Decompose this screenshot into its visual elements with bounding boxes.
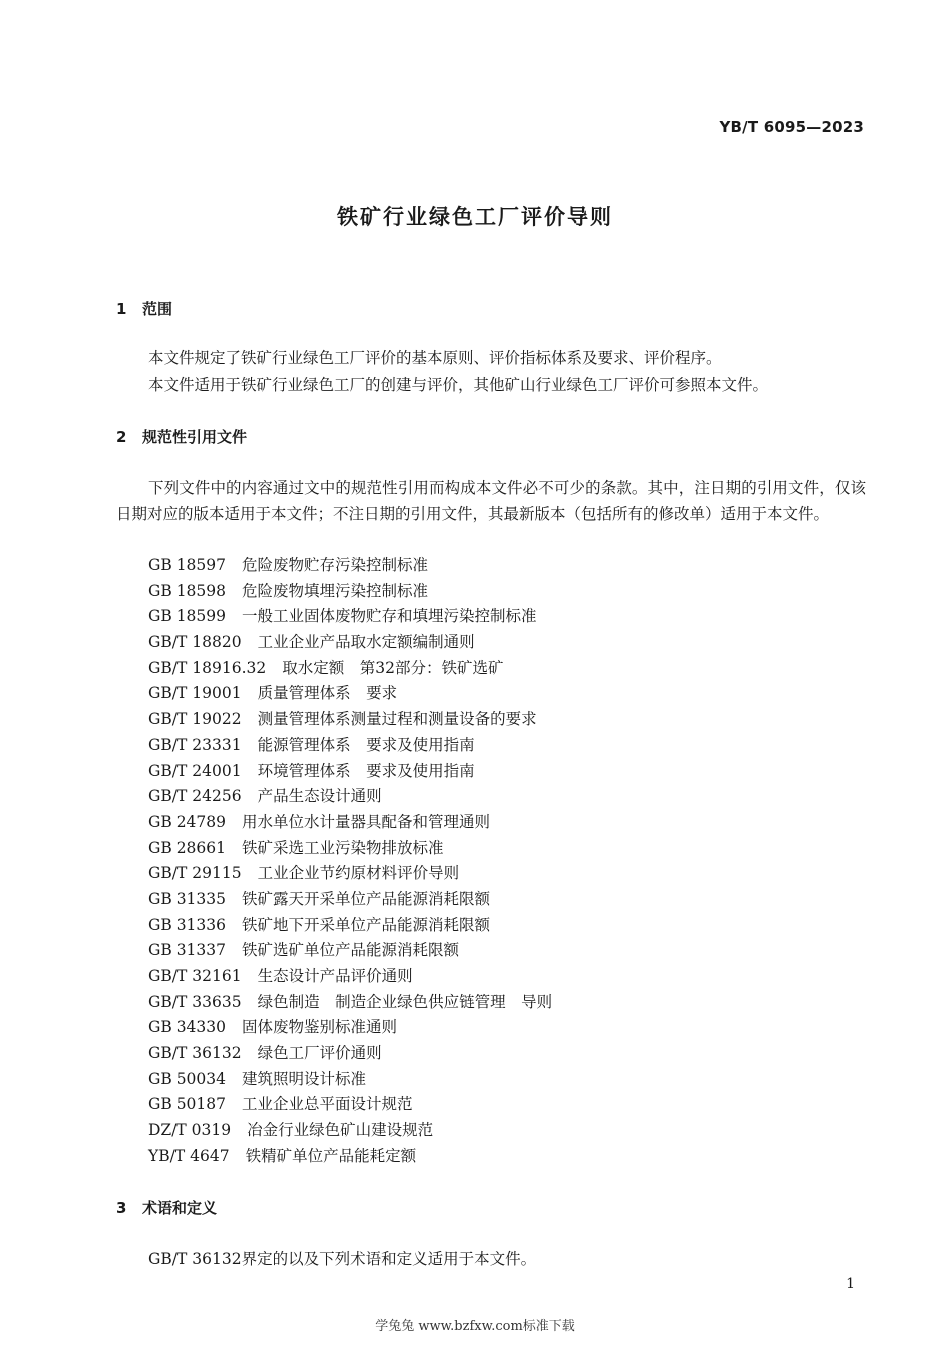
section-3-number: 3 [116,1199,127,1217]
section-3-intro: GB/T 36132界定的以及下列术语和定义适用于本文件。 [148,1250,537,1268]
reference-code: GB/T 19001 [148,684,242,703]
reference-item [148,1144,552,1170]
reference-item [148,681,552,707]
section-2-number: 2 [116,428,127,446]
reference-name: 一般工业固体废物贮存和填埋污染控制标准 [242,607,537,626]
reference-code: GB 18597 [148,556,227,574]
reference-item [148,707,552,733]
reference-name: 能源管理体系 要求及使用指南 [257,735,475,754]
reference-name: 危险废物贮存污染控制标准 [242,556,429,574]
reference-item [148,1041,552,1067]
reference-name: 产品生态设计通则 [257,787,382,806]
reference-item [148,733,552,759]
reference-item [148,836,552,862]
reference-code: YB/T 4647 [148,1146,230,1165]
reference-name: 铁矿地下开采单位产品能源消耗限额 [242,915,491,934]
section-3-heading [116,1197,217,1218]
reference-name: 生态设计产品评价通则 [257,967,413,985]
reference-name: 冶金行业绿色矿山建设规范 [247,1121,434,1140]
reference-item [148,861,552,887]
section-1-title: 范围 [142,300,173,318]
reference-name: 铁矿露天开采单位产品能源消耗限额 [242,889,491,908]
reference-item [148,913,552,939]
document-title: 铁矿行业绿色工厂评价导则 [337,205,613,229]
reference-name: 工业企业总平面设计规范 [242,1095,413,1114]
standard-code: YB/T 6095—2023 [719,118,864,136]
reference-code: GB/T 18820 [148,633,242,652]
reference-item [148,656,552,682]
reference-code: GB 18598 [148,581,227,600]
section-2-intro: 下列文件中的内容通过文中的规范性引用而构成本文件必不可少的条款。其中，注日期的引用文件，仅该日期对应的版本适用于本文件；不注日期的引用文件，其最新版本（包括所有的修改单）适用于本文件。 [116,479,866,523]
reference-item [148,759,552,785]
reference-item [148,579,552,605]
reference-item [148,887,552,913]
reference-name: 用水单位水计量器具配备和管理通则 [242,812,491,831]
section-3-title: 术语和定义 [142,1199,218,1217]
reference-item [148,604,552,630]
reference-code: GB 31335 [148,889,227,908]
reference-item [148,1118,552,1144]
reference-code: GB 50034 [148,1069,227,1088]
reference-name: 铁矿选矿单位产品能源消耗限额 [242,941,460,960]
reference-code: GB 18599 [148,607,227,626]
section-2-heading [116,426,247,447]
reference-name: 工业企业节约原材料评价导则 [257,864,460,883]
footer-watermark: 学兔兔 www.bzfxw.com标准下载 [375,1319,575,1334]
reference-code: GB/T 19022 [148,710,242,729]
reference-name: 固体废物鉴别标准通则 [242,1018,398,1037]
reference-item [148,810,552,836]
reference-name: 取水定额 第32部分：铁矿选矿 [282,658,504,677]
reference-item [148,1092,552,1118]
reference-item [148,938,552,964]
reference-code: GB/T 23331 [148,735,242,754]
reference-item [148,630,552,656]
reference-item [148,990,552,1016]
reference-name: 绿色制造 制造企业绿色供应链管理 导则 [257,992,553,1011]
reference-code: GB/T 29115 [148,864,242,883]
reference-item [148,784,552,810]
section-1-heading [116,298,172,319]
reference-name: 危险废物填埋污染控制标准 [242,581,429,600]
reference-name: 工业企业产品取水定额编制通则 [257,633,475,652]
reference-code: GB/T 24256 [148,787,242,806]
reference-item [148,1015,552,1041]
reference-code: GB/T 33635 [148,992,242,1011]
reference-code: GB/T 32161 [148,967,242,985]
normative-references-list [148,553,552,1170]
reference-item [148,553,552,579]
reference-name: 建筑照明设计标准 [242,1069,367,1088]
reference-code: GB 28661 [148,838,227,857]
reference-item [148,1067,552,1093]
reference-code: GB 31337 [148,941,227,960]
reference-name: 铁精矿单位产品能耗定额 [245,1146,417,1165]
section-1-paragraph-2: 本文件适用于铁矿行业绿色工厂的创建与评价，其他矿山行业绿色工厂评价可参照本文件。 [148,376,769,394]
section-1-paragraph-1: 本文件规定了铁矿行业绿色工厂评价的基本原则、评价指标体系及要求、评价程序。 [148,349,722,367]
reference-code: GB/T 24001 [148,761,242,780]
reference-name: 铁矿采选工业污染物排放标准 [242,838,444,857]
reference-code: GB/T 18916.32 [148,658,267,677]
section-1-number: 1 [116,300,127,318]
reference-item [148,964,552,990]
reference-name: 绿色工厂评价通则 [257,1044,382,1063]
section-2-title: 规范性引用文件 [142,428,248,446]
reference-name: 环境管理体系 要求及使用指南 [257,761,475,780]
reference-code: GB 34330 [148,1018,227,1037]
page-number: 1 [846,1276,855,1292]
reference-code: GB 24789 [148,812,227,831]
reference-code: GB 50187 [148,1095,227,1114]
reference-code: GB/T 36132 [148,1044,242,1063]
reference-name: 测量管理体系测量过程和测量设备的要求 [257,710,537,729]
reference-code: GB 31336 [148,915,227,934]
reference-name: 质量管理体系 要求 [257,684,398,703]
reference-code: DZ/T 0319 [148,1121,232,1140]
